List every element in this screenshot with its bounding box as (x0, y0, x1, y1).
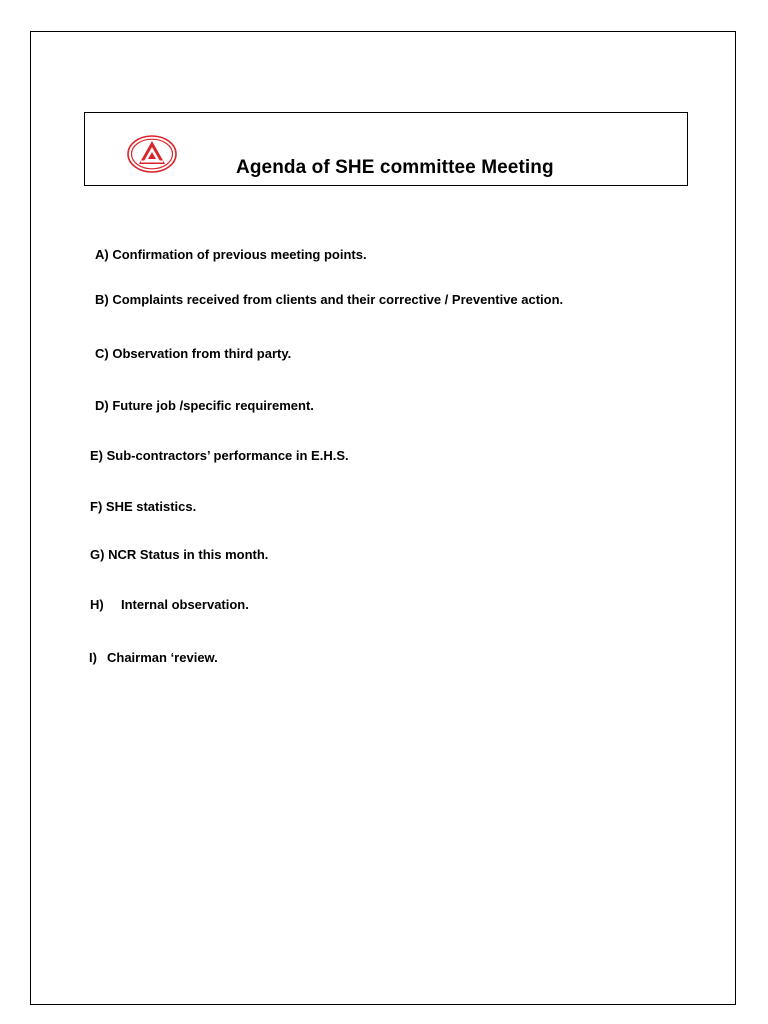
agenda-item-d (95, 398, 314, 414)
agenda-marker: E) (90, 448, 103, 463)
company-logo-icon (126, 134, 178, 174)
agenda-item-b (95, 292, 563, 308)
agenda-text: Complaints received from clients and their corrective / Preventive action. (112, 292, 564, 307)
agenda-marker: B) (95, 292, 109, 307)
agenda-marker: F) (90, 499, 103, 514)
agenda-text: Internal observation. (121, 597, 249, 612)
agenda-marker: A) (95, 247, 109, 262)
agenda-text: Observation from third party. (112, 346, 292, 361)
agenda-item-e (90, 448, 349, 464)
agenda-marker: C) (95, 346, 109, 361)
agenda-text: SHE statistics. (105, 499, 197, 514)
agenda-item-g (90, 547, 268, 563)
agenda-text: NCR Status in this month. (108, 547, 269, 562)
agenda-item-i (89, 650, 218, 666)
agenda-text: Future job /specific requirement. (112, 398, 314, 413)
agenda-marker: H) (90, 597, 104, 612)
agenda-text: Sub-contractors’ performance in E.H.S. (106, 448, 349, 463)
page-title: Agenda of SHE committee Meeting (236, 157, 554, 178)
agenda-item-h (90, 597, 249, 613)
agenda-marker: G) (90, 547, 105, 562)
agenda-item-f (90, 499, 196, 515)
agenda-text: Chairman ‘review. (107, 650, 218, 665)
agenda-marker: D) (95, 398, 109, 413)
agenda-marker: I) (89, 650, 97, 665)
agenda-item-a (95, 247, 367, 263)
agenda-item-c (95, 346, 291, 362)
agenda-text: Confirmation of previous meeting points. (112, 247, 367, 262)
